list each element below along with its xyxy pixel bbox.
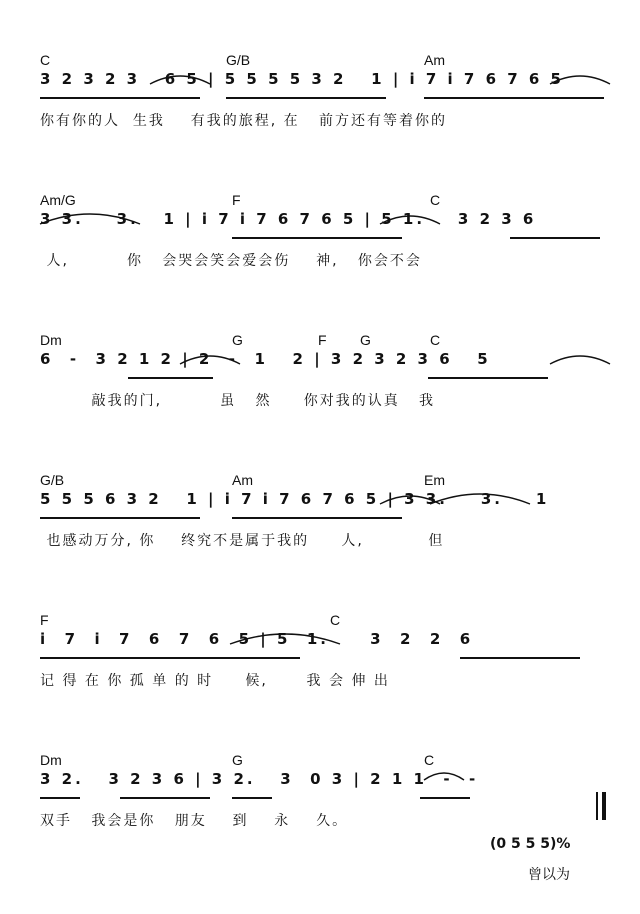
slur <box>380 210 440 230</box>
chord-label: F <box>318 332 327 348</box>
chord-label: G/B <box>226 52 251 68</box>
lyric-line: 你有你的人 生我 有我的旅程, 在 前方还有等着你的 <box>40 113 447 129</box>
beam-line <box>40 797 80 799</box>
beam-line <box>232 237 402 239</box>
chord-label: Am/G <box>40 192 76 208</box>
chord-label: C <box>330 612 341 628</box>
beam-line <box>420 797 470 799</box>
lyric-line: 人, 你 会哭会笑会爱会伤 神, 你会不会 <box>40 253 422 269</box>
note-line: 5 5 5 6 3 2 1 | i 7 i 7 6 7 6 5 | 3 3. 3. 1 <box>40 490 550 508</box>
beam-line <box>424 97 604 99</box>
note-line: 3 3. 3. 1 | i 7 i 7 6 7 6 5 | 5 1. 3 2 3 6 <box>40 210 537 228</box>
chord-label: Dm <box>40 332 62 348</box>
chord-label: G <box>232 752 243 768</box>
staff-system-5 <box>0 600 640 740</box>
slur <box>430 490 530 510</box>
note-line: 3 2 3 2 3 6 5 | 5 5 5 5 3 2 1 | i 7 i 7 6 7 6 5 <box>40 70 564 88</box>
chord-label: C <box>430 332 441 348</box>
staff-system-2 <box>0 180 640 320</box>
staff-system-3 <box>0 320 640 460</box>
beam-line <box>40 657 300 659</box>
final-barline <box>596 792 598 820</box>
chord-label: G <box>360 332 371 348</box>
chord-label: F <box>40 612 49 628</box>
chord-label: Dm <box>40 752 62 768</box>
beam-line <box>120 797 210 799</box>
beam-line <box>226 97 386 99</box>
staff-system-4 <box>0 460 640 600</box>
beam-line <box>232 797 272 799</box>
slur <box>550 350 610 370</box>
chord-label: C <box>424 752 435 768</box>
slur <box>230 630 340 650</box>
slur <box>180 350 240 370</box>
beam-line <box>232 517 402 519</box>
beam-line <box>40 97 200 99</box>
beam-line <box>460 657 580 659</box>
beam-line <box>428 377 548 379</box>
beam-line <box>40 517 200 519</box>
note-line: i 7 i 7 6 7 6 5 | 5 1. 3 2 2 6 <box>40 630 474 648</box>
chord-label: Em <box>424 472 445 488</box>
lyric-line: 敲我的门, 虽 然 你对我的认真 我 <box>40 393 436 409</box>
chord-label: C <box>430 192 441 208</box>
staff-system-1 <box>0 40 640 180</box>
staff-system-6 <box>0 740 640 883</box>
note-line: 6 - 3 2 1 2 | 2 - 1 2 | 3 2 3 2 3 6 5 <box>40 350 491 368</box>
note-line: 3 2. 3 2 3 6 | 3 2. 3 0 3 | 2 1 1 - - <box>40 770 479 788</box>
slur <box>550 70 610 90</box>
lyric-line: 双手 我会是你 朋友 到 永 久。 <box>40 813 349 829</box>
beam-line <box>510 237 600 239</box>
final-barline <box>602 792 606 820</box>
lyric-line: 记 得 在 你 孤 单 的 时 候, 我 会 伸 出 <box>40 673 390 689</box>
chord-label: G/B <box>40 472 65 488</box>
chord-label: C <box>40 52 51 68</box>
slur <box>40 210 140 230</box>
chord-label: F <box>232 192 241 208</box>
slur <box>150 70 210 90</box>
beam-line <box>128 377 213 379</box>
chord-label: Am <box>424 52 445 68</box>
slur <box>424 768 464 784</box>
chord-label: G <box>232 332 243 348</box>
chord-label: Am <box>232 472 253 488</box>
lyric-line: 也感动万分, 你 终究不是属于我的 人, 但 <box>40 533 445 549</box>
coda-lyric: 曾以为 <box>528 867 570 883</box>
coda-notes: (0 5 5 5)% <box>490 836 571 852</box>
